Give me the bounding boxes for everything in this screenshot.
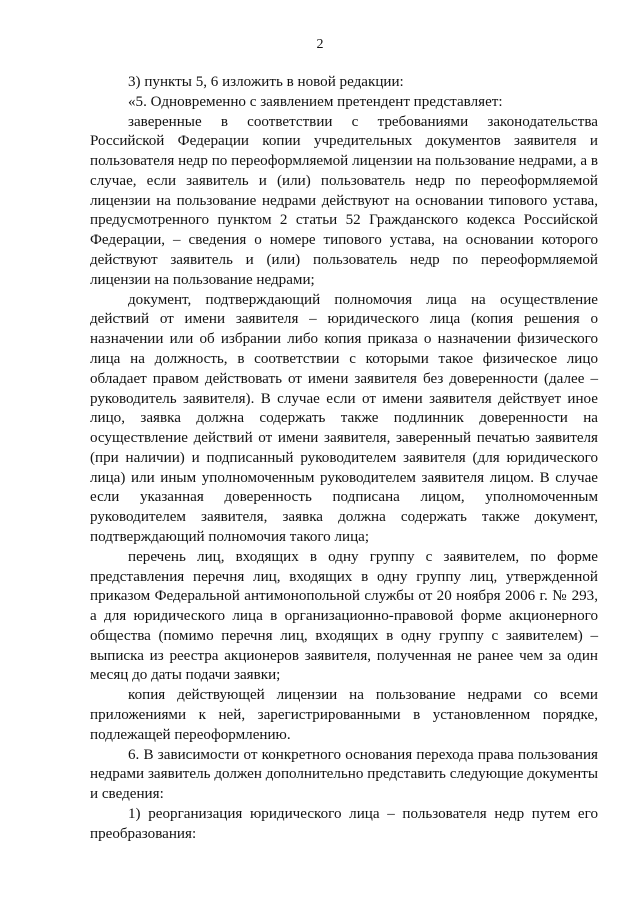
page-number: 2 [316, 37, 324, 52]
paragraph-group-list: перечень лиц, входящих в одну группу с заявителем, по форме представления перечня лиц, входящих в одну группу лиц, утвержденной приказом Федеральной антимонопольной службы от 20 ноября 2006 г. № 293, а для юридического лица в организационно-правовой форме акционерного общества (помимо перечня лиц, входящих в одну группу с заявителем) – выписка из реестра акционеров заявителя, полученная не ранее чем за один месяц до даты подачи заявки; [90, 548, 598, 684]
paragraph-item-3-amendment: 3) пункты 5, 6 изложить в новой редакции: [128, 74, 404, 90]
paragraph-reorganization: 1) реорганизация юридического лица – пользователя недр путем его преобразования: [90, 805, 598, 842]
paragraph-point-5-heading: «5. Одновременно с заявлением претендент представляет: [128, 93, 503, 110]
paragraph-authority-document: документ, подтверждающий полномочия лица на осуществление действий от имени заявителя – юридического лица (копия решения о назначении или об избрании либо копия приказа о назначении физического лица на должность, в соответствии с которыми такое физическое лицо обладает правом действовать от имени заявителя без доверенности (далее – руководитель заявителя). В случае если от имени заявителя действует иное лицо, заявка должна содержать также подлинник доверенности на осуществление действий от имени заявителя, заверенный печатью заявителя (при наличии) и подписанный руководителем заявителя (для юридического лица) или иным уполномоченным руководителем заявителя лицом. В случае если указанная доверенность подписана лицом, уполномоченным руководителем заявителя, заявка должна содержать также документ, подтверждающий полномочия такого лица; [90, 291, 598, 545]
paragraph-constituent-documents: заверенные в соответствии с требованиями законодательства Российской Федерации копии учредительных документов заявителя и пользователя недр по переоформляемой лицензии на пользование недрами, а в случае, если заявитель и (или) пользователь недр по переоформляемой лицензии на пользование недрами действуют на основании типового устава, предусмотренного пунктом 2 статьи 52 Гражданского кодекса Российской Федерации, – сведения о номере типового устава, на основании которого действуют заявитель и (или) пользователь недр по переоформляемой лицензии на пользование недрами; [90, 113, 598, 288]
document-body [90, 73, 598, 844]
paragraph-point-6: 6. В зависимости от конкретного основания перехода права пользования недрами заявитель должен дополнительно представить следующие документы и сведения: [90, 746, 598, 803]
paragraph-license-copy: копия действующей лицензии на пользование недрами со всеми приложениями к ней, зарегистрированными в установленном порядке, подлежащей переоформлению. [90, 687, 598, 743]
